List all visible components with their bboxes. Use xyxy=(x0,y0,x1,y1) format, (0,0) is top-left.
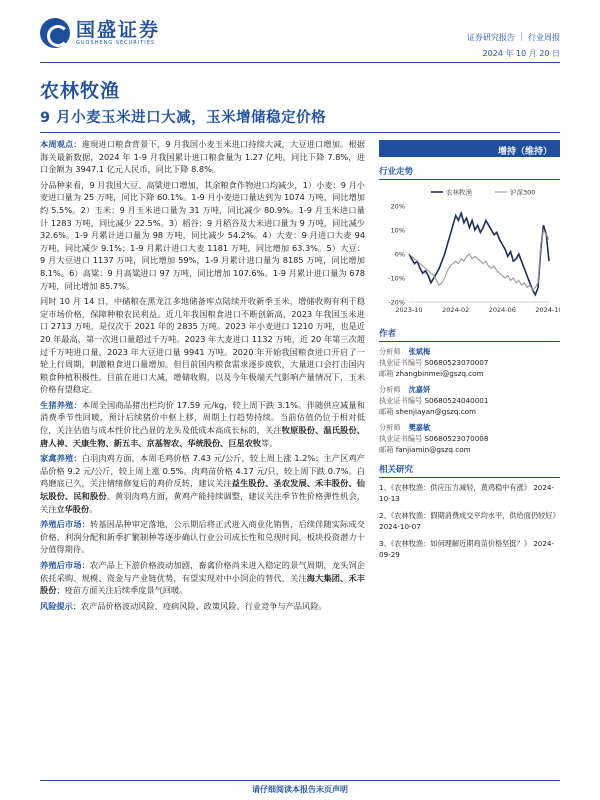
x-tick-label: 2024-06 xyxy=(488,306,516,314)
cert-number: S0680523070008 xyxy=(424,434,489,443)
paragraph-text: 等。 xyxy=(261,437,278,448)
header-divider xyxy=(40,62,560,63)
y-tick-label: -20% xyxy=(388,298,405,307)
authors-title: 作者 xyxy=(379,327,560,342)
paragraph-poultry xyxy=(40,452,365,515)
stock-list: 益生股份、圣农发展、禾丰股份、仙坛股份、民和股份 xyxy=(40,478,365,502)
email-label: 邮箱 xyxy=(379,407,394,416)
email-label: 邮箱 xyxy=(379,369,394,378)
email-label: 邮箱 xyxy=(379,445,394,454)
author-2 xyxy=(379,384,560,417)
rating-badge: 增持（维持） xyxy=(379,140,560,157)
footer-disclaimer: 请仔细阅读本报告末页声明 xyxy=(40,780,560,795)
main-content xyxy=(40,138,365,615)
stock-list: 牧原股份、温氏股份、唐人神、天康生物、新五丰、京基智农、华统股份、巨星农牧 xyxy=(40,425,365,448)
related-list xyxy=(379,482,560,560)
cert-number: S0680523070007 xyxy=(424,358,489,367)
paragraph-weekly-view xyxy=(40,138,365,176)
paragraph-imports xyxy=(40,179,365,292)
x-tick-label: 2024-02 xyxy=(442,306,470,314)
author-role: 分析师 xyxy=(379,385,401,394)
related-item[interactable]: 2、《农林牧渔：假期消费成交平均水平，供给面仍较好》 2024-10-07 xyxy=(379,511,560,531)
authors-list xyxy=(379,346,560,455)
paragraph-text: 分品种来看，9 月我国大豆、高粱进口增加，其余粮食作物进口均减少，1）小麦：9 月小麦进口量为 25 万吨，同比下降 60.1%。1-9 月小麦进口量达到为 1074 万吨，同比增加约 5.5%。2）玉米：9 月玉米进口量为 31 万吨，同比减少 80.9%。1-9 月玉米进口量计 1283 万吨，同比减少 22.5%。3）稻谷：9 月稻谷及大米进口量为 9 万吨，同比减少 32.6%。1-9 月累计进口量为 98 万吨，同比减少 54.2%。4）大麦：9 月进口大麦 94 万吨，同比减少 9.1%；1-9 月累计进口大麦 1181 万吨，同比增加 63.3%。5）大豆：9 月大豆进口 1137 万吨，同比增加 59%，1-9 月累计进口量为 8185 万吨，同比增加 8.1%。6）高粱：9 月高粱进口 97 万吨，同比增加 107.6%。1-9 月累计进口量为 678 万吨，同比增加 85.7%。 xyxy=(40,179,365,291)
stock-list: 立华股份 xyxy=(56,503,90,514)
paragraph-text: 白羽肉鸡方面，本周毛鸡价格 7.43 元/公斤，较上周上涨 1.2%；主产区鸡产品价格 9.2 元/公斤，较上周上涨 0.5%。肉鸡苗价格 4.17 元/只，较上周下跌 0.7%。白鸡磨底已久，关注情绪修复后的鸡价反转，建议关注 xyxy=(40,453,365,489)
trend-title: 行业走势 xyxy=(379,165,560,180)
related-title: 相关研究 xyxy=(379,463,560,478)
paragraph-risk xyxy=(40,600,365,613)
author-1 xyxy=(379,346,560,379)
trend-chart xyxy=(379,184,560,319)
cert-number: S0680524040001 xyxy=(424,396,489,405)
legend-label: 沪深300 xyxy=(510,188,536,197)
paragraph-text: 农产品上下游价格波动加剧，畜禽价格尚未进入稳定的景气周期，龙头饲企依托采购、规模、资金与产业链优势，有望实现对中小饲企的替代，关注 xyxy=(40,560,365,583)
paragraph-hog xyxy=(40,399,365,449)
y-tick-label: -10% xyxy=(388,274,405,283)
y-tick-label: 20% xyxy=(390,202,405,211)
section-label: 养殖后市场： xyxy=(40,560,91,570)
report-date: 2024 年 10 月 20 日 xyxy=(482,49,560,58)
section-label: 家禽养殖： xyxy=(40,453,82,464)
sector-name: 农林牧渔 xyxy=(40,80,121,102)
paragraph-text: 進現进口粮食背景下，9 月我国小麦玉米进口持续大减，大豆进口增加。根据海关最新数据，2024 年 1-9 月我国累计进口粮食量为 1.27 亿吨，同比下降 7.8%，进口金额为 3947.1 亿元人民币，同比下降 8.8%。 xyxy=(40,139,365,175)
report-type: 证券研究报告 ｜ 行业周报 xyxy=(466,33,560,42)
author-email[interactable]: shenjiayan@gszq.com xyxy=(395,407,477,416)
paragraph-text: 转基因品种审定落地，公示期后将正式进入商业化销售，后续伴随实际成交价格、利润分配和新季扩繁制种等逐步确认行业公司成长性和兑现时间，板块投资潜力十分值得期待。 xyxy=(40,519,365,555)
paragraph-text: 同时 10 月 14 日，中储粮在黑龙江多地储备库点陆续开收新季玉米，增储收购有利于稳定市场价格，保障种粮农民利益。近几年我国粮食进口不断创新高，2023 年我国玉米进口 2713 万吨，是仅次于 2021 年的 2835 万吨。2023 年小麦进口 1210 万吨，也是近 20 年最高，第一次进口量超过千万吨。2023 年大麦进口 1132 万吨，近 20 年第三次超过千万吨进口量，2023 年大豆进口量 9941 万吨。2020 年开始我国粮食进口开启了一轮上行周期，刺激粮食进口量增加。但目前国内粮食需求逐步疲软，大量进口会打击国内粮食种植积极性。目前在进口大减，增储收购，以及今年极端天气影响产量情况下，玉米价格有望稳定。 xyxy=(40,296,365,395)
cert-label: 执业证书编号 xyxy=(379,358,423,367)
logo-english: GUOSHENG SECURITIES xyxy=(76,40,156,46)
author-role: 分析师 xyxy=(379,347,401,356)
stock-list: 海大集团、禾丰股份 xyxy=(40,572,365,596)
logo-icon xyxy=(40,18,70,48)
section-label: 风险提示： xyxy=(40,600,81,611)
paragraph-storage xyxy=(40,295,365,396)
section-label: 生猪养殖： xyxy=(40,399,82,410)
paragraph-text: 本周全国商品猪出栏均价 17.59 元/kg，较上周下跌 3.1%。伴随供应减量和消费季节性回暖，预计后续猪价中枢上移，周期上行趋势持续。当前估值仍位于相对低位，关注估值与成本性价比凸显的龙头及低成本高成长标的，关注 xyxy=(40,399,365,436)
page-header xyxy=(40,14,560,60)
cert-label: 执业证书编号 xyxy=(379,396,423,405)
author-email[interactable]: fanjiamin@gszq.com xyxy=(395,445,471,454)
trend-chart-svg xyxy=(379,184,560,319)
legend-label: 农林牧渔 xyxy=(446,188,472,197)
author-3 xyxy=(379,422,560,455)
sidebar xyxy=(379,140,560,566)
related-item[interactable]: 1、《农林牧渔：供应压力减轻，黄鸡稳中有涨》 2024-10-13 xyxy=(379,483,555,503)
related-item[interactable]: 3、《农林牧渔：如何理解近期鸡苗价格坚挺？》 2024-09-29 xyxy=(379,539,555,559)
y-tick-label: 10% xyxy=(390,226,405,235)
logo-name: 国盛证券 xyxy=(76,19,161,41)
y-tick-label: 0% xyxy=(394,250,405,259)
x-tick-label: 2024-10 xyxy=(535,306,560,314)
author-role: 分析师 xyxy=(379,423,401,432)
series-line-0 xyxy=(409,213,549,295)
paragraph-text: ；疫苗方面关注后续季度景气回暖。 xyxy=(56,585,188,596)
title-divider xyxy=(40,132,560,133)
author-email[interactable]: zhangbinmei@gszq.com xyxy=(395,369,484,378)
paragraph-text: 农产品价格波动风险、疫病风险、政策风险、行业竞争与产品风险。 xyxy=(80,600,327,611)
author-name: 樊嘉敏 xyxy=(408,423,431,432)
author-name: 沈嘉妍 xyxy=(408,385,431,394)
paragraph-text: 。 xyxy=(89,503,98,514)
paragraph-gm xyxy=(40,518,365,556)
paragraph-text: 。黄羽肉鸡方面，黄鸡产能持续调整，建议关注季节性价格弹性机会，关注 xyxy=(40,491,365,514)
author-name: 张斌梅 xyxy=(408,347,431,356)
paragraph-feed xyxy=(40,559,365,597)
section-label: 本周观点： xyxy=(40,139,82,149)
section-label: 养殖后市场： xyxy=(40,519,91,530)
cert-label: 执业证书编号 xyxy=(379,434,423,443)
logo xyxy=(40,18,160,48)
report-title: 9 月小麦玉米进口大减，玉米增储稳定价格 xyxy=(40,110,327,126)
x-tick-label: 2023-10 xyxy=(395,306,423,314)
